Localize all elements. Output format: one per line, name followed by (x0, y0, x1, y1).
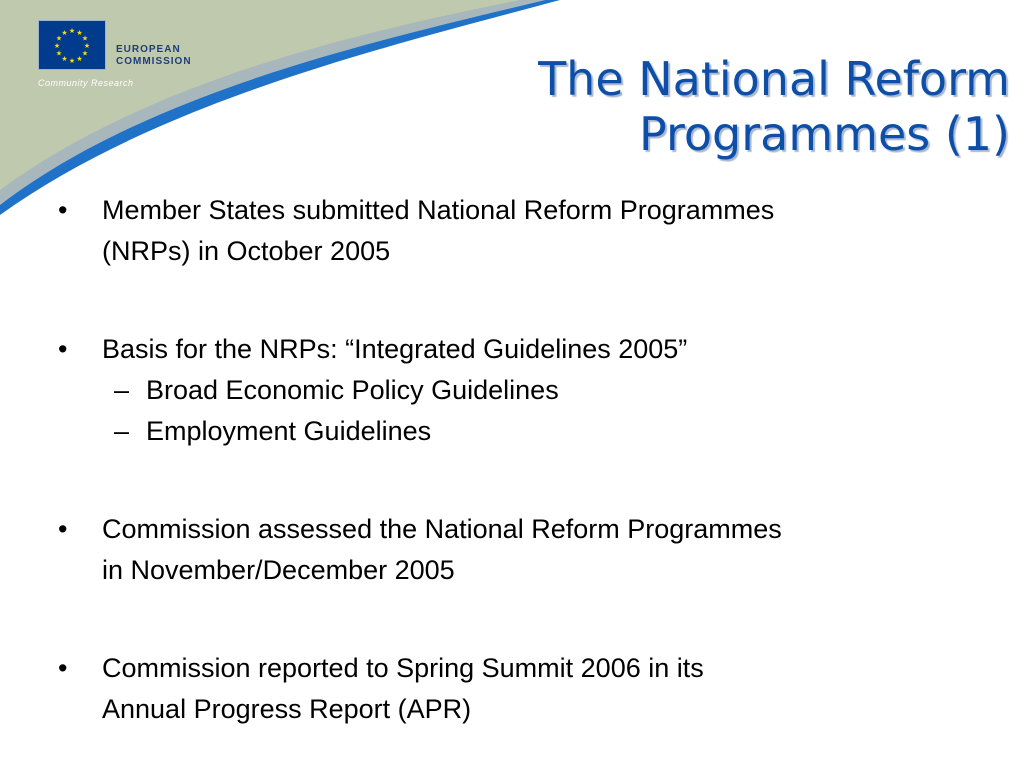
bullet-marker: • (58, 514, 68, 544)
bullet-item (58, 329, 978, 370)
bullet-item (58, 648, 978, 730)
bullet-text-line: Annual Progress Report (APR) (102, 694, 472, 724)
slide-title-line-2: Programmes (1) (639, 107, 1010, 161)
bullet-text-line: in November/December 2005 (102, 555, 455, 585)
sub-bullet-text: Broad Economic Policy Guidelines (146, 375, 559, 405)
sub-bullet-item (58, 411, 978, 452)
bullet-marker: • (58, 334, 68, 364)
svg-text:★: ★ (53, 42, 61, 50)
svg-text:★: ★ (68, 57, 76, 65)
bullet-marker: • (58, 653, 68, 683)
svg-text:★: ★ (81, 49, 89, 58)
svg-text:★: ★ (61, 29, 68, 37)
org-name-line-1: EUROPEAN (116, 44, 181, 55)
logo-tagline: Community Research (38, 78, 134, 88)
bullet-item (58, 509, 978, 591)
svg-text:★: ★ (81, 34, 89, 43)
svg-text:★: ★ (68, 27, 76, 35)
bullet-marker: • (58, 195, 68, 225)
bullet-text-line: (NRPs) in October 2005 (102, 236, 391, 266)
bullet-text-line: Commission reported to Spring Summit 2006 in its (102, 653, 704, 683)
slide-body (58, 190, 978, 730)
sub-bullet-item (58, 370, 978, 411)
bullet-text-line: Commission assessed the National Reform Programmes (102, 514, 782, 544)
svg-text:★: ★ (76, 29, 83, 37)
org-name-line-2: COMMISSION (116, 56, 192, 67)
eu-flag-icon (38, 20, 106, 70)
bullet-item (58, 190, 978, 272)
sub-bullet-marker: – (114, 375, 130, 405)
sub-bullet-marker: – (114, 416, 130, 446)
slide-title-line-1: The National Reform (538, 52, 1010, 106)
slide-title (450, 52, 1010, 162)
svg-text:★: ★ (55, 49, 63, 58)
svg-text:★: ★ (55, 34, 63, 43)
svg-text:★: ★ (83, 42, 91, 50)
bullet-text-line: Member States submitted National Reform Programmes (102, 195, 775, 225)
svg-text:★: ★ (61, 55, 68, 63)
organization-name (116, 44, 192, 68)
svg-text:★: ★ (76, 55, 83, 63)
sub-bullet-text: Employment Guidelines (146, 416, 432, 446)
european-commission-logo (38, 20, 208, 90)
bullet-text-line: Basis for the NRPs: “Integrated Guidelines 2005” (102, 334, 688, 364)
